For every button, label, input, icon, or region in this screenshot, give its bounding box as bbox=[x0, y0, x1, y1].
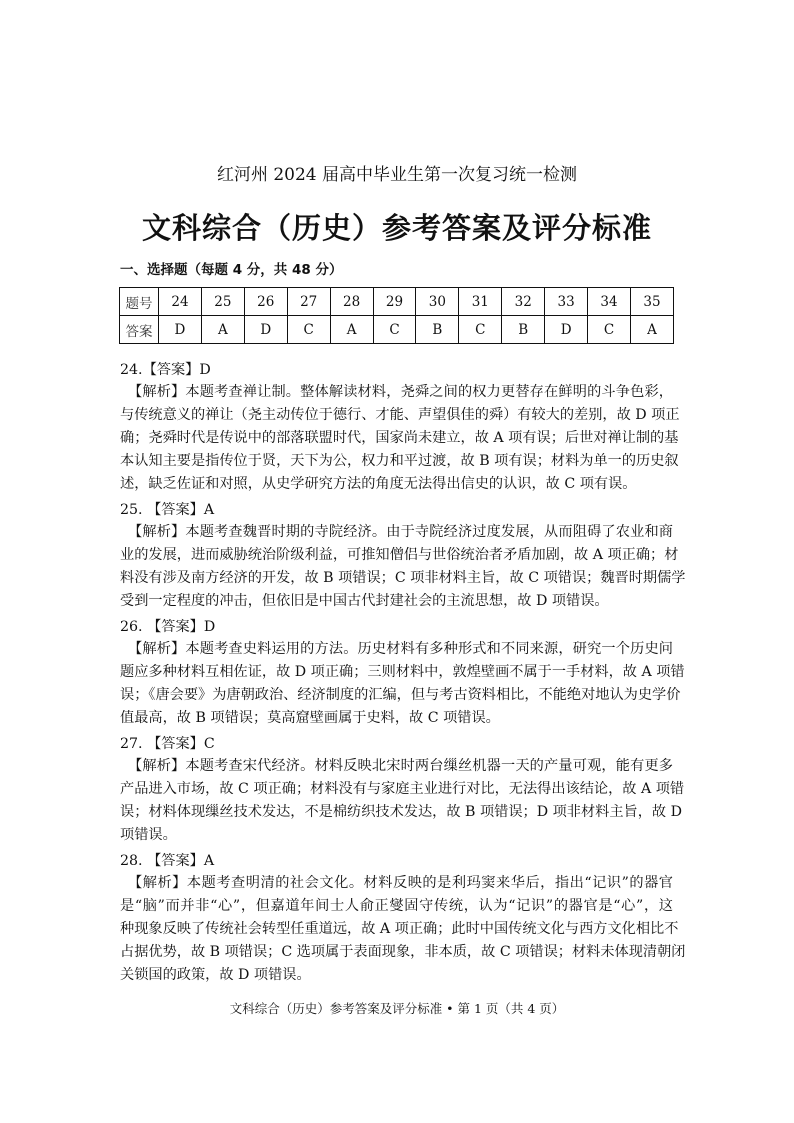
answer-cell: B bbox=[502, 316, 545, 344]
question-number-cell: 30 bbox=[416, 288, 459, 316]
question-number-cell: 28 bbox=[330, 288, 373, 316]
explanation-line: 误；材料体现缫丝技术发达，不是棉纺织技术发达，故 B 项错误；D 项非材料主旨，故 D bbox=[120, 804, 682, 820]
answer-cell: D bbox=[244, 316, 287, 344]
question-number-cell: 35 bbox=[630, 288, 673, 316]
answer-cell: D bbox=[545, 316, 588, 344]
answer-cell: A bbox=[630, 316, 673, 344]
question-number-cell: 27 bbox=[287, 288, 330, 316]
answer-row bbox=[120, 316, 674, 344]
answer-cell: C bbox=[588, 316, 631, 344]
explanation-line: 误；《唐会要》为唐朝政治、经济制度的汇编，但与考古资料相比，不能绝对地认为史学价 bbox=[120, 687, 681, 703]
explanation-line: 本认知主要是指传位于贤，天下为公，权力和平过渡，故 B 项有误；材料为单一的历史叙 bbox=[120, 453, 679, 469]
explanation-line: 【解析】本题考查明清的社会文化。材料反映的是利玛窦来华后，指出“记识”的器官 bbox=[128, 875, 673, 891]
row-label: 答案 bbox=[120, 316, 159, 344]
question-number-cell: 31 bbox=[459, 288, 502, 316]
answer-heading: 26. 【答案】D bbox=[120, 619, 216, 635]
explanation-line: 述，缺乏佐证和对照，从史学研究方法的角度无法得出信史的认识，故 C 项有误。 bbox=[120, 476, 637, 492]
answer-cell: A bbox=[330, 316, 373, 344]
question-number-cell: 34 bbox=[588, 288, 631, 316]
explanation-block bbox=[120, 733, 685, 847]
row-label: 题号 bbox=[120, 288, 159, 316]
question-number-cell: 25 bbox=[201, 288, 244, 316]
explanation-line: 产品进入市场，故 C 项正确；材料没有与家庭主业进行对比，无法得出该结论，故 A 项错 bbox=[120, 781, 685, 797]
answer-cell: A bbox=[201, 316, 244, 344]
explanation-line: 项错误。 bbox=[120, 827, 177, 843]
answer-heading: 24.【答案】D bbox=[120, 362, 211, 378]
explanation-block bbox=[120, 850, 686, 987]
explanation-line: 【解析】本题考查史料运用的方法。历史材料有多种形式和不同来源，研究一个历史问 bbox=[128, 641, 673, 657]
answer-cell: D bbox=[159, 316, 202, 344]
question-number-cell: 24 bbox=[159, 288, 202, 316]
question-number-cell: 26 bbox=[244, 288, 287, 316]
question-number-cell: 32 bbox=[502, 288, 545, 316]
explanation-line: 是“脑”而并非“心”，但嘉道年间士人俞正燮固守传统，认为“记识”的器官是“心”，这 bbox=[120, 898, 673, 914]
page-footer: 文科综合（历史）参考答案及评分标准 • 第 1 页（共 4 页） bbox=[229, 1001, 565, 1016]
explanation-block bbox=[120, 616, 685, 730]
explanation-line: 【解析】本题考查宋代经济。材料反映北宋时两台缫丝机器一天的产量可观，能有更多 bbox=[128, 758, 673, 774]
question-number-cell: 29 bbox=[373, 288, 416, 316]
explanation-line: 种现象反映了传统社会转型任重道远，故 A 项正确；此时中国传统文化与西方文化相比不 bbox=[120, 921, 679, 937]
explanation-line: 料没有涉及南方经济的开发，故 B 项错误；C 项非材料主旨，故 C 项错误；魏晋时期儒学 bbox=[120, 570, 686, 586]
answer-heading: 25. 【答案】A bbox=[120, 502, 215, 518]
answer-table bbox=[119, 287, 674, 344]
explanation-line: 占据优势，故 B 项错误；C 选项属于表面现象，非本质，故 C 项错误；材料未体现清朝闭 bbox=[120, 944, 686, 960]
section-heading: 一、选择题（每题 4 分，共 48 分） bbox=[120, 262, 343, 278]
explanation-line: 受到一定程度的冲击，但依旧是中国古代封建社会的主流思想，故 D 项错误。 bbox=[120, 593, 609, 609]
explanation-block bbox=[120, 499, 686, 613]
explanation-line: 确；尧舜时代是传说中的部落联盟时代，国家尚未建立，故 A 项有误；后世对禅让制的基 bbox=[120, 430, 679, 446]
question-number-cell: 33 bbox=[545, 288, 588, 316]
explanation-line: 题应多种材料互相佐证，故 D 项正确；三则材料中，敦煌壁画不属于一手材料，故 A 项错 bbox=[120, 664, 685, 680]
answer-heading: 28. 【答案】A bbox=[120, 853, 215, 869]
exam-title: 红河州 2024 届高中毕业生第一次复习统一检测 bbox=[216, 165, 578, 185]
explanation-line: 关锁国的政策，故 D 项错误。 bbox=[120, 967, 311, 983]
explanation-line: 【解析】本题考查禅让制。整体解读材料，尧舜之间的权力更替存在鲜明的斗争色彩， bbox=[128, 384, 673, 400]
explanation-line: 与传统意义的禅让（尧主动传位于德行、才能、声望俱佳的舜）有较大的差别，故 D 项正 bbox=[120, 407, 680, 423]
answer-cell: C bbox=[373, 316, 416, 344]
explanation-line: 值最高，故 B 项错误；莫高窟壁画属于史料，故 C 项错误。 bbox=[120, 710, 500, 726]
answer-cell: B bbox=[416, 316, 459, 344]
answer-heading: 27. 【答案】C bbox=[120, 736, 215, 752]
answer-cell: C bbox=[287, 316, 330, 344]
answer-cell: C bbox=[459, 316, 502, 344]
question-number-row bbox=[120, 288, 674, 316]
explanations bbox=[120, 356, 686, 987]
explanation-block bbox=[120, 359, 680, 496]
explanation-line: 【解析】本题考查魏晋时期的寺院经济。由于寺院经济过度发展，从而阻碍了农业和商 bbox=[128, 524, 673, 540]
document-title: 文科综合（历史）参考答案及评分标准 bbox=[141, 211, 652, 245]
explanation-line: 业的发展，进而威胁统治阶级利益，可推知僧侣与世俗统治者矛盾加剧，故 A 项正确；材 bbox=[120, 547, 679, 563]
